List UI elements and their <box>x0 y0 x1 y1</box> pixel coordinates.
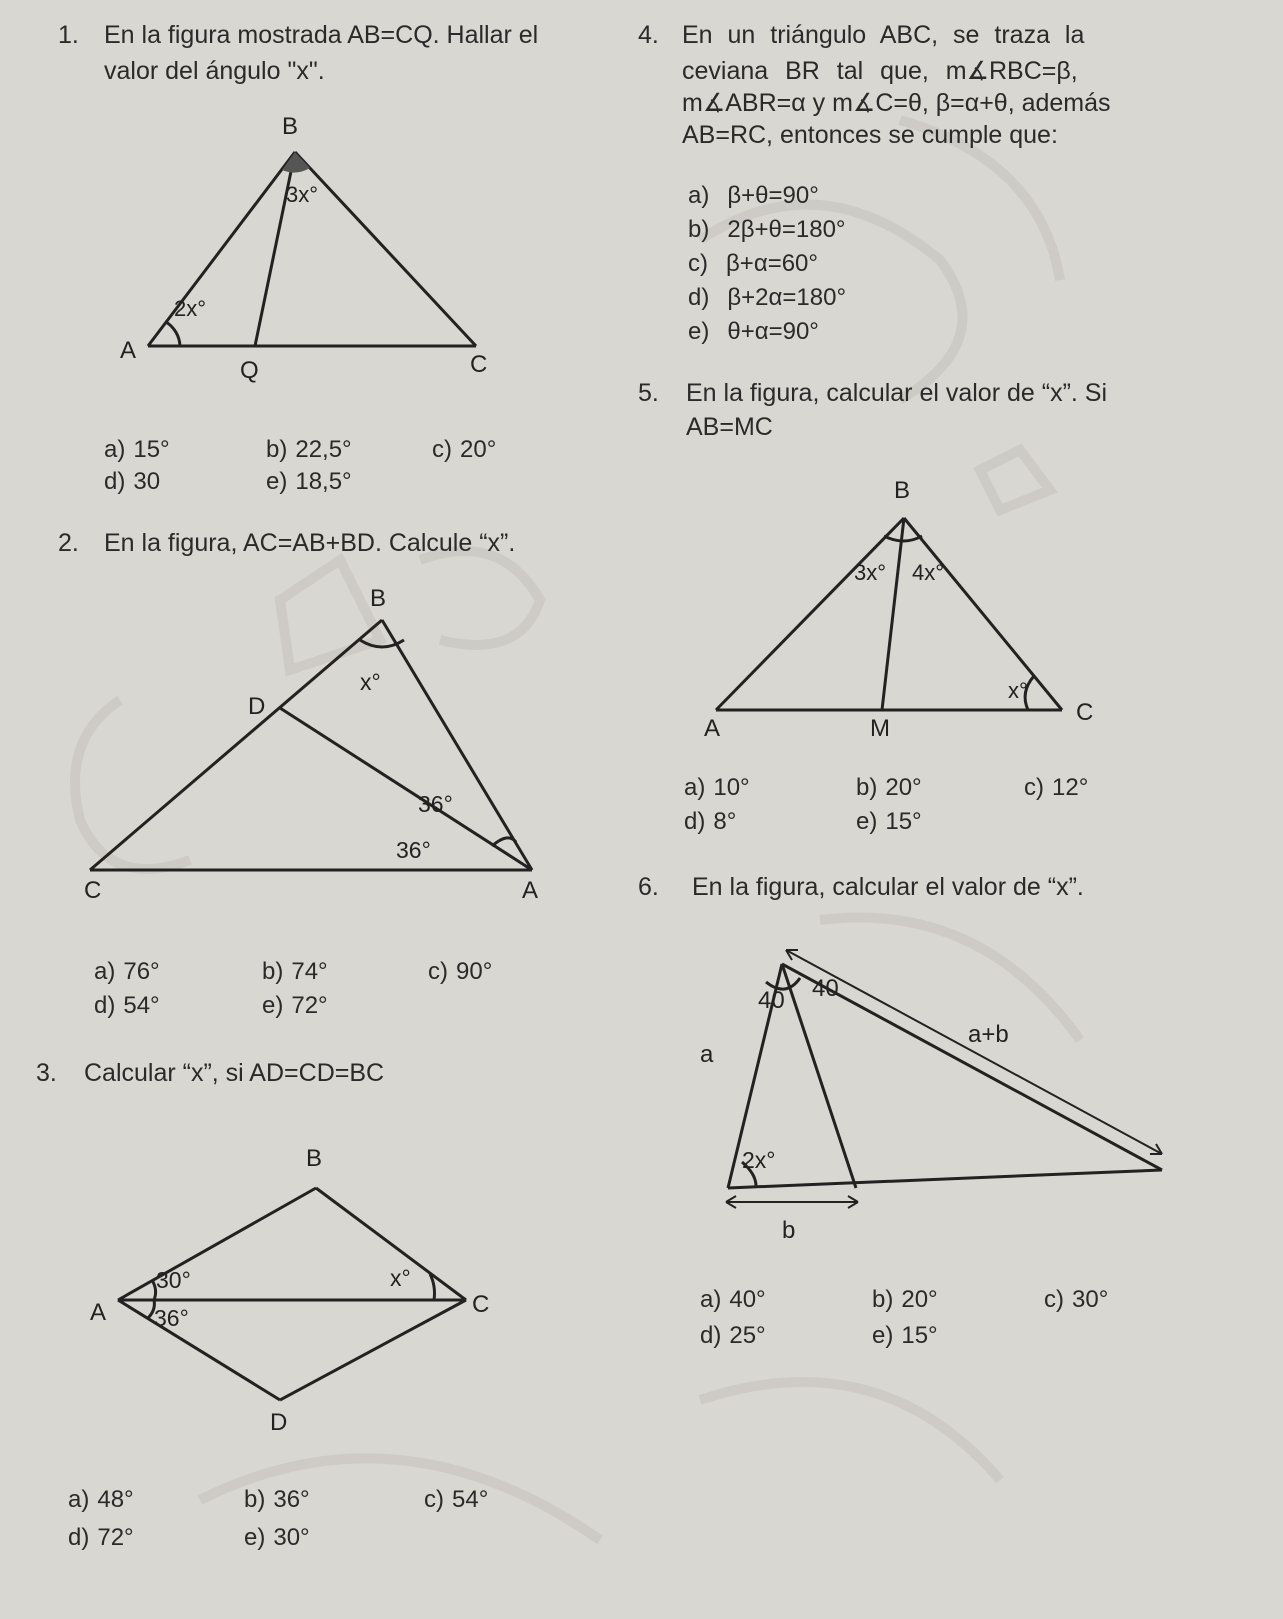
problem-5-option-c[interactable] <box>1024 774 1088 802</box>
p1-side-ab <box>148 152 295 346</box>
problem-5-option-d[interactable] <box>684 808 736 836</box>
p5-label-m: M <box>870 715 890 742</box>
option-value: 25° <box>729 1322 766 1349</box>
p5-angle-label-x: x° <box>1008 678 1028 703</box>
option-value: θ+α=90° <box>727 318 819 345</box>
problem-6-text-line-1: En la figura, calcular el valor de “x”. <box>692 873 1084 901</box>
problem-6-option-c[interactable] <box>1044 1286 1108 1314</box>
option-letter: b) <box>872 1286 894 1313</box>
problem-5-text-line-2: AB=MC <box>686 413 773 441</box>
p1-label-b: B <box>282 113 299 140</box>
option-letter: d) <box>104 468 126 495</box>
p3-angle-label-x: x° <box>390 1265 411 1291</box>
problem-3-option-e[interactable] <box>244 1524 310 1552</box>
problem-5-option-e[interactable] <box>856 808 922 836</box>
problem-1-option-c[interactable] <box>432 436 496 464</box>
option-value: 15° <box>901 1322 938 1349</box>
p3-side-dc <box>280 1300 466 1400</box>
p2-label-d: D <box>248 693 266 720</box>
option-value: 48° <box>97 1486 134 1513</box>
option-letter: c) <box>428 958 448 985</box>
option-letter: e) <box>688 318 710 345</box>
problem-4-option-b[interactable] <box>688 216 846 244</box>
option-letter: a) <box>700 1286 722 1313</box>
problem-1-option-a[interactable] <box>104 436 170 464</box>
option-letter: c) <box>1044 1286 1064 1313</box>
option-value: 40° <box>729 1286 766 1313</box>
p3-side-ad <box>118 1300 280 1400</box>
option-letter: d) <box>68 1524 90 1551</box>
option-value: 20° <box>885 774 922 801</box>
p2-angle-a-arc <box>492 838 516 846</box>
option-value: 2β+θ=180° <box>727 216 846 243</box>
p5-label-c: C <box>1076 699 1094 726</box>
option-value: 54° <box>123 992 160 1019</box>
option-letter: d) <box>688 284 710 311</box>
p5-label-b: B <box>894 477 911 504</box>
option-value: 20° <box>460 436 497 463</box>
option-value: 72° <box>291 992 328 1019</box>
option-value: 90° <box>456 958 493 985</box>
option-letter: c) <box>424 1486 444 1513</box>
p6-label-40-left: 40 <box>758 987 785 1014</box>
option-value: β+α=60° <box>726 250 819 277</box>
p6-label-a: a <box>700 1041 714 1068</box>
p2-side-ba <box>382 620 532 870</box>
p3-label-a: A <box>90 1299 107 1326</box>
option-letter: c) <box>432 436 452 463</box>
option-value: 22,5° <box>295 436 352 463</box>
problem-2-number: 2. <box>58 529 79 557</box>
p2-angle-label-36-lower: 36° <box>396 837 431 863</box>
problem-6-option-b[interactable] <box>872 1286 938 1314</box>
p5-label-a: A <box>704 715 721 742</box>
p2-angle-label-x: x° <box>360 669 381 695</box>
p3-angle-c-arc <box>430 1274 435 1300</box>
option-letter: a) <box>688 182 710 209</box>
problem-1-number: 1. <box>58 21 79 49</box>
p6-base <box>728 1170 1162 1188</box>
problem-4-option-c[interactable] <box>688 250 818 278</box>
problem-4-option-e[interactable] <box>688 318 819 346</box>
option-letter: a) <box>68 1486 90 1513</box>
p6-dim-line-a-plus-b <box>786 950 1162 1154</box>
option-letter: a) <box>94 958 116 985</box>
problem-4-number: 4. <box>638 21 659 49</box>
problem-1-option-b[interactable] <box>266 436 352 464</box>
problem-4-option-d[interactable] <box>688 284 846 312</box>
option-letter: d) <box>684 808 706 835</box>
option-value: 30° <box>1072 1286 1109 1313</box>
problem-1-text-line-1: En la figura mostrada AB=CQ. Hallar el <box>104 21 539 49</box>
p6-label-b: b <box>782 1217 796 1244</box>
p1-label-q: Q <box>240 357 259 384</box>
problem-5-option-b[interactable] <box>856 774 922 802</box>
option-letter: e) <box>266 468 288 495</box>
option-letter: b) <box>244 1486 266 1513</box>
p1-angle-label-3x: 3x° <box>286 182 319 207</box>
option-letter: e) <box>856 808 878 835</box>
p3-label-c: C <box>472 1291 490 1318</box>
option-value: 30° <box>273 1524 310 1551</box>
problem-6-figure <box>700 930 1200 1244</box>
p5-side-ab <box>716 518 904 710</box>
problem-5-option-a[interactable] <box>684 774 750 802</box>
p3-angle-label-36: 36° <box>154 1305 189 1331</box>
option-letter: e) <box>262 992 284 1019</box>
p3-label-d: D <box>270 1409 288 1436</box>
problem-2-option-e[interactable] <box>262 992 328 1020</box>
option-value: 20° <box>901 1286 938 1313</box>
p1-angle-label-2x: 2x° <box>174 296 207 321</box>
problem-5-figure <box>690 470 1130 740</box>
p5-angle-label-4x: 4x° <box>912 560 945 585</box>
p3-label-b: B <box>306 1145 323 1172</box>
option-letter: b) <box>266 436 288 463</box>
problem-2-option-b[interactable] <box>262 958 328 986</box>
problem-6-option-a[interactable] <box>700 1286 766 1314</box>
option-letter: e) <box>872 1322 894 1349</box>
option-value: 74° <box>291 958 328 985</box>
problem-4-text-line-4: AB=RC, entonces se cumple que: <box>682 121 1058 149</box>
option-letter: e) <box>244 1524 266 1551</box>
problem-3-text-line-1: Calcular “x”, si AD=CD=BC <box>84 1059 385 1087</box>
problem-1-figure <box>100 110 520 390</box>
problem-1-option-e[interactable] <box>266 468 352 496</box>
p2-label-b: B <box>370 585 387 612</box>
option-value: 36° <box>273 1486 310 1513</box>
problem-2-text-line-1: En la figura, AC=AB+BD. Calcule “x”. <box>104 529 516 557</box>
p2-label-c: C <box>84 877 102 904</box>
p5-segment-bm <box>882 518 904 710</box>
problem-6-number: 6. <box>638 873 659 901</box>
problem-3-option-b[interactable] <box>244 1486 310 1514</box>
option-value: β+2α=180° <box>727 284 847 311</box>
option-letter: a) <box>104 436 126 463</box>
option-value: 30 <box>133 468 161 495</box>
p3-angle-label-30: 30° <box>156 1267 191 1293</box>
option-value: 8° <box>713 808 737 835</box>
option-letter: c) <box>688 250 708 277</box>
option-letter: d) <box>700 1322 722 1349</box>
option-value: β+θ=90° <box>727 182 819 209</box>
p6-angle-label-2x: 2x° <box>742 1147 776 1173</box>
problem-4-option-a[interactable] <box>688 182 819 210</box>
p2-angle-label-36-upper: 36° <box>418 791 453 817</box>
p3-side-ab <box>118 1188 316 1300</box>
p5-side-bc <box>904 518 1062 710</box>
p1-angle-a-arc <box>166 322 180 346</box>
p1-label-c: C <box>470 351 488 378</box>
problem-2-option-d[interactable] <box>94 992 160 1020</box>
p5-angle-label-3x: 3x° <box>854 560 887 585</box>
problem-2-figure <box>70 580 550 920</box>
problem-1-text-line-2: valor del ángulo "x". <box>104 57 325 85</box>
option-value: 15° <box>133 436 170 463</box>
problem-4-text-line-3: m∡ABR=α y m∡C=θ, β=α+θ, además <box>682 89 1111 117</box>
option-value: 72° <box>97 1524 134 1551</box>
problem-2-option-a[interactable] <box>94 958 160 986</box>
option-value: 10° <box>713 774 750 801</box>
problem-4-text-line-2: ceviana BR tal que, m∡RBC=β, <box>682 57 1078 85</box>
option-letter: b) <box>262 958 284 985</box>
option-letter: c) <box>1024 774 1044 801</box>
problem-1-option-d[interactable] <box>104 468 160 496</box>
p2-label-a: A <box>522 877 539 904</box>
problem-3-option-c[interactable] <box>424 1486 488 1514</box>
problem-5-number: 5. <box>638 379 659 407</box>
problem-3-option-a[interactable] <box>68 1486 134 1514</box>
p6-label-a-plus-b: a+b <box>968 1021 1009 1048</box>
option-letter: d) <box>94 992 116 1019</box>
problem-3-figure <box>84 1130 524 1436</box>
option-letter: b) <box>688 216 710 243</box>
problem-3-option-d[interactable] <box>68 1524 134 1552</box>
problem-5-text-line-1: En la figura, calcular el valor de “x”. Si <box>686 379 1108 407</box>
problem-3-number: 3. <box>36 1059 57 1087</box>
p1-label-a: A <box>120 337 137 364</box>
option-letter: a) <box>684 774 706 801</box>
problem-6-option-d[interactable] <box>700 1322 766 1350</box>
option-value: 12° <box>1052 774 1089 801</box>
option-value: 54° <box>452 1486 489 1513</box>
p6-label-40-right: 40 <box>812 975 839 1002</box>
problem-2-option-c[interactable] <box>428 958 492 986</box>
option-value: 76° <box>123 958 160 985</box>
problem-4-text-line-1: En un triángulo ABC, se traza la <box>682 21 1085 49</box>
option-value: 15° <box>885 808 922 835</box>
option-letter: b) <box>856 774 878 801</box>
option-value: 18,5° <box>295 468 352 495</box>
problem-6-option-e[interactable] <box>872 1322 938 1350</box>
p1-side-bc <box>295 152 476 346</box>
